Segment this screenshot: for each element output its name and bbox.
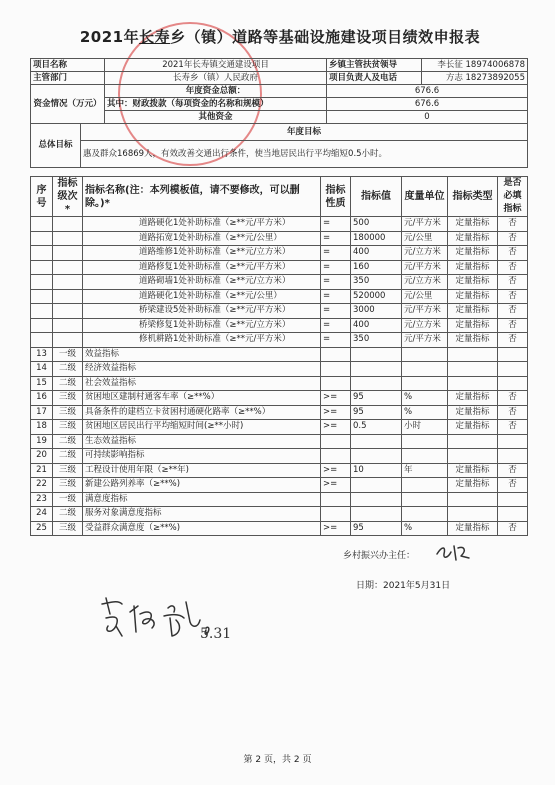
row-required bbox=[498, 376, 528, 391]
row-type: 定量指标 bbox=[448, 231, 498, 246]
table-row bbox=[31, 304, 528, 319]
row-nature bbox=[321, 347, 351, 362]
row-type: 定量指标 bbox=[448, 420, 498, 435]
funds-total-label: 年度资金总额： bbox=[105, 85, 327, 98]
table-row bbox=[31, 391, 528, 406]
row-level: 二级 bbox=[53, 449, 83, 464]
row-no bbox=[31, 260, 53, 275]
row-nature: = bbox=[321, 333, 351, 348]
row-unit: 年 bbox=[402, 463, 448, 478]
dept-label: 主管部门 bbox=[31, 72, 105, 85]
row-unit: 小时 bbox=[402, 420, 448, 435]
row-no bbox=[31, 275, 53, 290]
row-value bbox=[351, 376, 402, 391]
row-value: 350 bbox=[351, 333, 402, 348]
row-type bbox=[448, 347, 498, 362]
row-nature: >= bbox=[321, 420, 351, 435]
page-title bbox=[30, 26, 530, 47]
row-type bbox=[448, 449, 498, 464]
row-required: 否 bbox=[498, 231, 528, 246]
row-value: 95 bbox=[351, 521, 402, 536]
row-nature bbox=[321, 449, 351, 464]
header-unit: 度量单位 bbox=[402, 177, 448, 217]
row-name: 效益指标 bbox=[83, 347, 321, 362]
table-row bbox=[31, 289, 528, 304]
row-name: 满意度指标 bbox=[83, 492, 321, 507]
row-required: 否 bbox=[498, 420, 528, 435]
row-no bbox=[31, 333, 53, 348]
row-value: 160 bbox=[351, 260, 402, 275]
funds-fiscal-label: 其中：财政拨款（每项资金的名称和规模） bbox=[105, 98, 327, 111]
row-required: 否 bbox=[498, 463, 528, 478]
row-unit: 元/立方米 bbox=[402, 246, 448, 261]
row-type: 定量指标 bbox=[448, 391, 498, 406]
row-type: 定量指标 bbox=[448, 304, 498, 319]
row-nature bbox=[321, 434, 351, 449]
row-no bbox=[31, 217, 53, 232]
row-nature: = bbox=[321, 217, 351, 232]
row-name: 桥梁修复1处补助标准（≥**元/立方米） bbox=[83, 318, 321, 333]
row-level: 三级 bbox=[53, 463, 83, 478]
header-no: 序号 bbox=[31, 177, 53, 217]
row-unit bbox=[402, 434, 448, 449]
row-value bbox=[351, 347, 402, 362]
table-row bbox=[31, 507, 528, 522]
row-required: 否 bbox=[498, 304, 528, 319]
row-value bbox=[351, 507, 402, 522]
header-name: 指标名称(注：本列模板值，请不要修改，可以删除。)* bbox=[83, 177, 321, 217]
row-unit: 元/立方米 bbox=[402, 275, 448, 290]
row-unit bbox=[402, 507, 448, 522]
row-value: 350 bbox=[351, 275, 402, 290]
row-nature bbox=[321, 492, 351, 507]
table-row bbox=[31, 362, 528, 377]
row-level bbox=[53, 246, 83, 261]
row-no: 24 bbox=[31, 507, 53, 522]
row-required: 否 bbox=[498, 478, 528, 493]
header-type: 指标类型 bbox=[448, 177, 498, 217]
row-no bbox=[31, 304, 53, 319]
row-required: 否 bbox=[498, 405, 528, 420]
row-level: 一级 bbox=[53, 492, 83, 507]
title-suffix: 乡（镇）道路等基础设施建设项目绩效申报表 bbox=[170, 28, 481, 46]
row-unit: 元/平方米 bbox=[402, 217, 448, 232]
row-unit: 元/立方米 bbox=[402, 318, 448, 333]
row-value bbox=[351, 449, 402, 464]
header-value: 指标值 bbox=[351, 177, 402, 217]
funds-other: 0 bbox=[327, 111, 528, 124]
row-unit bbox=[402, 478, 448, 493]
table-row bbox=[31, 376, 528, 391]
table-row bbox=[31, 260, 528, 275]
row-value bbox=[351, 492, 402, 507]
row-level bbox=[53, 275, 83, 290]
goal-label: 总体目标 bbox=[31, 124, 81, 168]
leader-label: 乡镇主管扶贫领导 bbox=[327, 59, 422, 72]
row-type: 定量指标 bbox=[448, 478, 498, 493]
row-required: 否 bbox=[498, 289, 528, 304]
director-label: 乡村振兴办主任： bbox=[343, 551, 416, 561]
header-nature: 指标性质 bbox=[321, 177, 351, 217]
table-row bbox=[31, 478, 528, 493]
row-name: 经济效益指标 bbox=[83, 362, 321, 377]
row-type: 定量指标 bbox=[448, 246, 498, 261]
table-row bbox=[31, 347, 528, 362]
row-value: 95 bbox=[351, 405, 402, 420]
table-row bbox=[31, 463, 528, 478]
indicator-table bbox=[30, 176, 528, 536]
funds-total: 676.6 bbox=[327, 85, 528, 98]
row-nature: = bbox=[321, 275, 351, 290]
row-required bbox=[498, 434, 528, 449]
manager-value: 方志 18273892055 bbox=[422, 72, 528, 85]
row-unit: 元/平方米 bbox=[402, 333, 448, 348]
row-level: 三级 bbox=[53, 420, 83, 435]
row-nature: = bbox=[321, 231, 351, 246]
row-no: 23 bbox=[31, 492, 53, 507]
handwritten-signature bbox=[100, 592, 250, 652]
header-level: 指标级次* bbox=[53, 177, 83, 217]
row-value: 400 bbox=[351, 318, 402, 333]
row-value: 180000 bbox=[351, 231, 402, 246]
row-level: 三级 bbox=[53, 478, 83, 493]
table-row bbox=[31, 275, 528, 290]
row-value: 95 bbox=[351, 391, 402, 406]
manager-label: 项目负责人及电话 bbox=[327, 72, 422, 85]
project-name-label: 项目名称 bbox=[31, 59, 105, 72]
row-type bbox=[448, 362, 498, 377]
row-required bbox=[498, 362, 528, 377]
row-level bbox=[53, 289, 83, 304]
row-level bbox=[53, 260, 83, 275]
row-value bbox=[351, 362, 402, 377]
row-level: 三级 bbox=[53, 391, 83, 406]
row-name: 贫困地区居民出行平均缩短时间(≥**小时) bbox=[83, 420, 321, 435]
table-row bbox=[31, 231, 528, 246]
row-unit: % bbox=[402, 521, 448, 536]
table-row bbox=[31, 246, 528, 261]
table-row bbox=[31, 405, 528, 420]
row-value: 400 bbox=[351, 246, 402, 261]
row-no bbox=[31, 289, 53, 304]
director-signature-line bbox=[343, 548, 415, 561]
row-name: 生态效益指标 bbox=[83, 434, 321, 449]
dept-value: 长寿乡（镇）人民政府 bbox=[105, 72, 327, 85]
row-no: 21 bbox=[31, 463, 53, 478]
row-type bbox=[448, 434, 498, 449]
row-level: 二级 bbox=[53, 507, 83, 522]
row-value: 3000 bbox=[351, 304, 402, 319]
row-no bbox=[31, 246, 53, 261]
row-value: 520000 bbox=[351, 289, 402, 304]
table-row bbox=[31, 333, 528, 348]
row-no: 18 bbox=[31, 420, 53, 435]
row-type: 定量指标 bbox=[448, 289, 498, 304]
row-required bbox=[498, 449, 528, 464]
table-row bbox=[31, 318, 528, 333]
row-level: 二级 bbox=[53, 376, 83, 391]
row-level: 一级 bbox=[53, 347, 83, 362]
row-nature bbox=[321, 376, 351, 391]
row-type bbox=[448, 376, 498, 391]
row-type: 定量指标 bbox=[448, 318, 498, 333]
row-nature: >= bbox=[321, 405, 351, 420]
row-no: 17 bbox=[31, 405, 53, 420]
title-year: 2021年 bbox=[79, 28, 140, 46]
table-row bbox=[31, 492, 528, 507]
table-row bbox=[31, 420, 528, 435]
row-value bbox=[351, 434, 402, 449]
row-unit: % bbox=[402, 391, 448, 406]
row-type: 定量指标 bbox=[448, 463, 498, 478]
row-level: 二级 bbox=[53, 362, 83, 377]
leader-value: 李长征 18974006878 bbox=[422, 59, 528, 72]
row-name: 可持续影响指标 bbox=[83, 449, 321, 464]
row-name: 修机耕路1处补助标准（≥**元/平方米） bbox=[83, 333, 321, 348]
row-level: 三级 bbox=[53, 521, 83, 536]
row-required bbox=[498, 507, 528, 522]
row-no: 14 bbox=[31, 362, 53, 377]
row-no: 15 bbox=[31, 376, 53, 391]
row-unit bbox=[402, 347, 448, 362]
goal-header: 年度目标 bbox=[81, 124, 528, 141]
row-unit: 元/公里 bbox=[402, 231, 448, 246]
row-value bbox=[351, 478, 402, 493]
row-required: 否 bbox=[498, 246, 528, 261]
row-name: 具备条件的建档立卡贫困村通硬化路率（≥**%） bbox=[83, 405, 321, 420]
row-name: 桥梁建设5处补助标准（≥**元/平方米） bbox=[83, 304, 321, 319]
row-type bbox=[448, 507, 498, 522]
row-required: 否 bbox=[498, 521, 528, 536]
row-name: 工程设计使用年限（≥**年) bbox=[83, 463, 321, 478]
row-nature: >= bbox=[321, 478, 351, 493]
row-nature: >= bbox=[321, 521, 351, 536]
row-nature bbox=[321, 507, 351, 522]
row-level: 二级 bbox=[53, 434, 83, 449]
director-signature bbox=[434, 540, 474, 564]
funds-fiscal: 676.6 bbox=[327, 98, 528, 111]
row-name: 新建公路列养率（≥**%) bbox=[83, 478, 321, 493]
row-no: 16 bbox=[31, 391, 53, 406]
handwritten-date: 5.31 bbox=[200, 626, 232, 642]
row-nature bbox=[321, 362, 351, 377]
row-required: 否 bbox=[498, 391, 528, 406]
row-value: 10 bbox=[351, 463, 402, 478]
row-no bbox=[31, 318, 53, 333]
info-table bbox=[30, 58, 528, 168]
row-unit: 元/平方米 bbox=[402, 260, 448, 275]
row-required: 否 bbox=[498, 217, 528, 232]
table-header bbox=[31, 177, 528, 217]
row-level bbox=[53, 304, 83, 319]
row-no bbox=[31, 231, 53, 246]
row-level bbox=[53, 217, 83, 232]
row-required bbox=[498, 492, 528, 507]
row-type: 定量指标 bbox=[448, 521, 498, 536]
row-nature: >= bbox=[321, 463, 351, 478]
table-row bbox=[31, 449, 528, 464]
table-row bbox=[31, 521, 528, 536]
row-level bbox=[53, 318, 83, 333]
date-line: 日期：2021年5月31日 bbox=[356, 581, 451, 591]
row-level bbox=[53, 333, 83, 348]
row-name: 贫困地区建制村通客车率（≥**%） bbox=[83, 391, 321, 406]
row-type bbox=[448, 492, 498, 507]
funds-other-label: 其他资金 bbox=[105, 111, 327, 124]
row-type: 定量指标 bbox=[448, 260, 498, 275]
row-unit: 元/平方米 bbox=[402, 304, 448, 319]
table-row bbox=[31, 217, 528, 232]
page-number: 第 2 页，共 2 页 bbox=[243, 755, 312, 765]
row-level bbox=[53, 231, 83, 246]
row-required: 否 bbox=[498, 333, 528, 348]
row-required: 否 bbox=[498, 318, 528, 333]
row-unit: % bbox=[402, 405, 448, 420]
row-unit: 元/公里 bbox=[402, 289, 448, 304]
row-nature: >= bbox=[321, 391, 351, 406]
row-nature: = bbox=[321, 246, 351, 261]
row-name: 道路硬化1处补助标准（≥**元/平方米） bbox=[83, 217, 321, 232]
row-no: 13 bbox=[31, 347, 53, 362]
row-required bbox=[498, 347, 528, 362]
row-nature: = bbox=[321, 260, 351, 275]
row-name: 受益群众满意度（≥**%) bbox=[83, 521, 321, 536]
row-no: 19 bbox=[31, 434, 53, 449]
row-type: 定量指标 bbox=[448, 217, 498, 232]
row-required: 否 bbox=[498, 260, 528, 275]
row-nature: = bbox=[321, 318, 351, 333]
row-no: 20 bbox=[31, 449, 53, 464]
row-unit bbox=[402, 362, 448, 377]
row-name: 社会效益指标 bbox=[83, 376, 321, 391]
row-unit bbox=[402, 492, 448, 507]
funds-label: 资金情况（万元） bbox=[31, 85, 105, 124]
row-nature: = bbox=[321, 289, 351, 304]
title-town: 长寿 bbox=[139, 28, 171, 46]
row-name: 服务对象满意度指标 bbox=[83, 507, 321, 522]
row-no: 25 bbox=[31, 521, 53, 536]
row-type: 定量指标 bbox=[448, 333, 498, 348]
row-no: 22 bbox=[31, 478, 53, 493]
row-name: 道路拓宽1处补助标准（≥**元/公里） bbox=[83, 231, 321, 246]
goal-text: 惠及群众16869人，有效改善交通出行条件，使当地居民出行平均缩短0.5小时。 bbox=[81, 141, 528, 168]
project-name: 2021年长寿镇交通建设项目 bbox=[105, 59, 327, 72]
row-nature: = bbox=[321, 304, 351, 319]
row-type: 定量指标 bbox=[448, 275, 498, 290]
table-row bbox=[31, 434, 528, 449]
row-name: 道路砌墙1处补助标准（≥**元/立方米） bbox=[83, 275, 321, 290]
row-unit bbox=[402, 449, 448, 464]
row-type: 定量指标 bbox=[448, 405, 498, 420]
header-required: 是否必填指标 bbox=[498, 177, 528, 217]
row-level: 三级 bbox=[53, 405, 83, 420]
row-value: 0.5 bbox=[351, 420, 402, 435]
row-name: 道路硬化1处补助标准（≥**元/公里） bbox=[83, 289, 321, 304]
row-unit bbox=[402, 376, 448, 391]
row-name: 道路维修1处补助标准（≥**元/立方米） bbox=[83, 246, 321, 261]
row-value: 500 bbox=[351, 217, 402, 232]
row-required: 否 bbox=[498, 275, 528, 290]
row-name: 道路修复1处补助标准（≥**元/平方米） bbox=[83, 260, 321, 275]
